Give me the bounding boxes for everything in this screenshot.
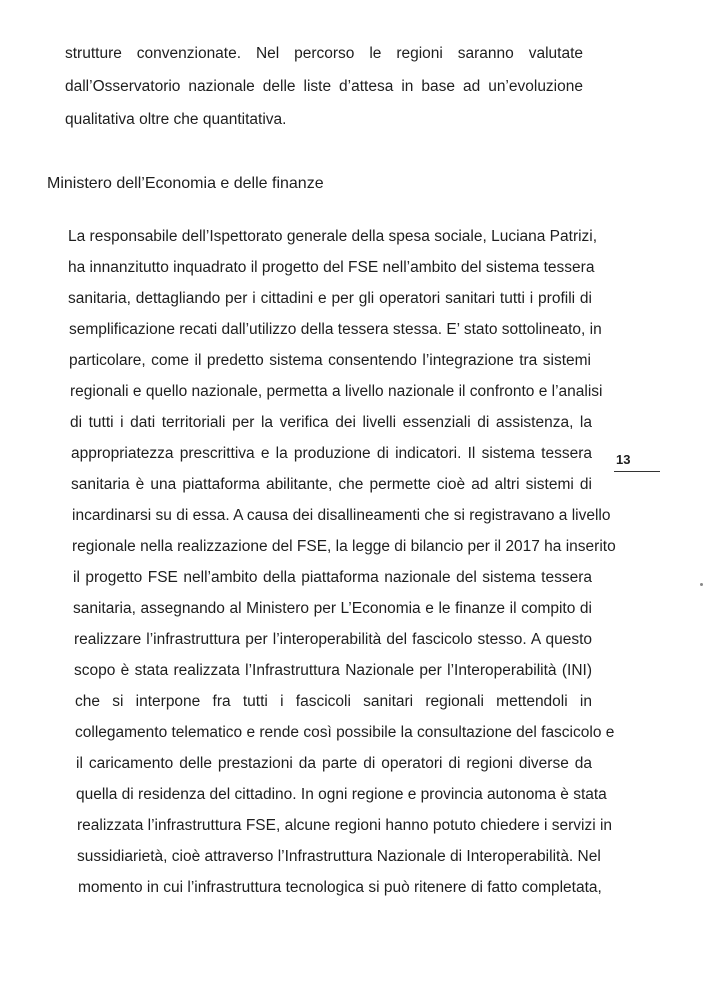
body-line: momento in cui l’infrastruttura tecnologica si può ritenere di fatto completata, [78, 879, 602, 896]
intro-line-2: dall’Osservatorio nazionale delle liste d’attesa in base ad un’evoluzione [65, 78, 583, 95]
body-line: regionale nella realizzazione del FSE, la legge di bilancio per il 2017 ha inserito [72, 538, 616, 555]
body-line: realizzata l’infrastruttura FSE, alcune regioni hanno potuto chiedere i servizi in [77, 817, 613, 834]
body-line: realizzare l’infrastruttura per l’interoperabilità del fascicolo stesso. A questo [74, 631, 592, 648]
intro-line-1: strutture convenzionate. Nel percorso le regioni saranno valutate [65, 45, 583, 62]
body-line: incardinarsi su di essa. A causa dei disallineamenti che si registravano a livello [72, 507, 611, 524]
body-line: appropriatezza prescrittiva e la produzione di indicatori. Il sistema tessera [71, 445, 592, 462]
body-line: il progetto FSE nell’ambito della piattaforma nazionale del sistema tessera [73, 569, 592, 586]
body-line: il caricamento delle prestazioni da parte di operatori di regioni diverse da [76, 755, 592, 772]
body-line: sussidiarietà, cioè attraverso l’Infrastruttura Nazionale di Interoperabilità. Nel [77, 848, 601, 865]
body-line: ha innanzitutto inquadrato il progetto del FSE nell’ambito del sistema tessera [68, 259, 595, 276]
scan-speck [700, 583, 703, 586]
body-line: regionali e quello nazionale, permetta a livello nazionale il confronto e l’analisi [70, 383, 603, 400]
body-line: quella di residenza del cittadino. In ogni regione e provincia autonoma è stata [76, 786, 607, 803]
body-line: scopo è stata realizzata l’Infrastruttura Nazionale per l’Interoperabilità (INI) [74, 662, 592, 679]
body-line: sanitaria, dettagliando per i cittadini e per gli operatori sanitari tutti i profili di [68, 290, 592, 307]
body-line: di tutti i dati territoriali per la verifica dei livelli essenziali di assistenza, la [70, 414, 592, 431]
page-number: 13 [616, 452, 631, 467]
section-heading: Ministero dell’Economia e delle finanze [47, 175, 324, 192]
intro-line-3: qualitativa oltre che quantitativa. [65, 111, 287, 128]
body-line: sanitaria è una piattaforma abilitante, che permette cioè ad altri sistemi di [71, 476, 592, 493]
body-line: semplificazione recati dall’utilizzo della tessera stessa. E’ stato sottolineato, in [69, 321, 602, 338]
body-line: sanitaria, assegnando al Ministero per L’Economia e le finanze il compito di [73, 600, 592, 617]
page-number-rule [614, 471, 660, 472]
body-line: collegamento telematico e rende così possibile la consultazione del fascicolo e [75, 724, 615, 741]
body-line: particolare, come il predetto sistema consentendo l’integrazione tra sistemi [69, 352, 591, 369]
body-line: La responsabile dell’Ispettorato generale della spesa sociale, Luciana Patrizi, [68, 228, 598, 245]
body-line: che si interpone fra tutti i fascicoli sanitari regionali mettendoli in [75, 693, 592, 710]
